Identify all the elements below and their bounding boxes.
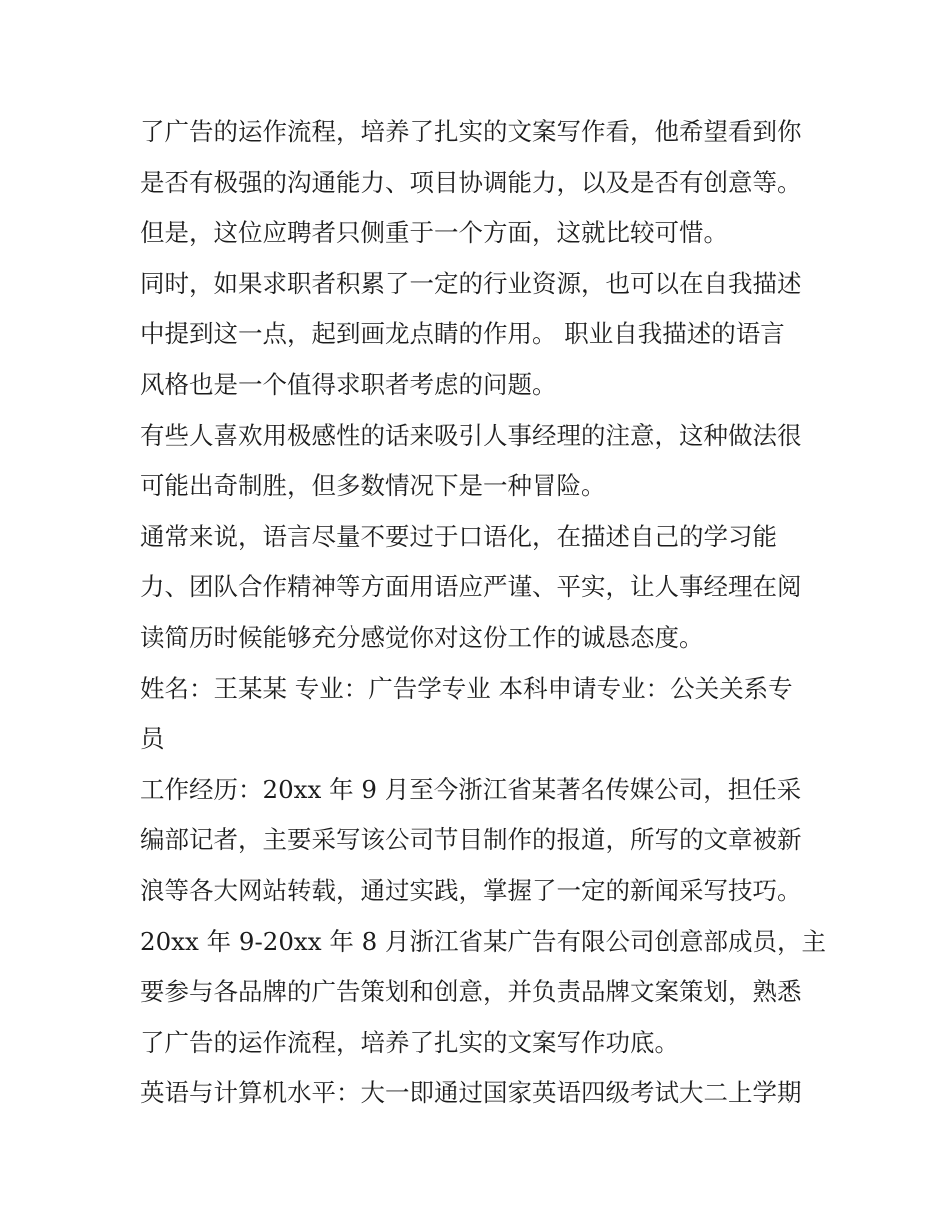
text-line: 姓名：王某某 专业：广告学专业 本科申请专业：公关关系专 bbox=[140, 673, 793, 703]
text-line: 了广告的运作流程，培养了扎实的文案写作功底。 bbox=[140, 1027, 679, 1057]
text-line: 但是，这位应聘者只侧重于一个方面，这就比较可惜。 bbox=[140, 218, 728, 248]
text-line: 工作经历：20xx 年 9 月至今浙江省某著名传媒公司，担任采 bbox=[140, 774, 802, 804]
text-line: 风格也是一个值得求职者考虑的问题。 bbox=[140, 369, 557, 399]
text-line: 通常来说，语言尽量不要过于口语化，在描述自己的学习能 bbox=[140, 521, 777, 551]
text-line: 有些人喜欢用极感性的话来吸引人事经理的注意，这种做法很 bbox=[140, 420, 802, 450]
text-line: 浪等各大网站转载，通过实践，掌握了一定的新闻采写技巧。 bbox=[140, 875, 802, 905]
text-line: 可能出奇制胜，但多数情况下是一种冒险。 bbox=[140, 471, 606, 501]
text-line: 编部记者，主要采写该公司节目制作的报道，所写的文章被新 bbox=[140, 825, 802, 855]
text-line: 了广告的运作流程，培养了扎实的文案写作看，他希望看到你 bbox=[140, 117, 802, 146]
text-line: 英语与计算机水平：大一即通过国家英语四级考试大二上学期 bbox=[140, 1078, 802, 1108]
document-body bbox=[140, 107, 827, 1119]
text-line: 同时，如果求职者积累了一定的行业资源，也可以在自我描述 bbox=[140, 268, 802, 298]
text-line: 是否有极强的沟通能力、项目协调能力，以及是否有创意等。 bbox=[140, 167, 802, 197]
text-line: 20xx 年 9-20xx 年 8 月浙江省某广告有限公司创意部成员，主 bbox=[140, 926, 827, 956]
text-line: 力、团队合作精神等方面用语应严谨、平实，让人事经理在阅 bbox=[140, 572, 802, 602]
text-line: 员 bbox=[140, 724, 165, 754]
text-line: 中提到这一点，起到画龙点睛的作用。 职业自我描述的语言 bbox=[140, 319, 785, 349]
text-line: 读简历时候能够充分感觉你对这份工作的诚恳态度。 bbox=[140, 622, 704, 652]
text-line: 要参与各品牌的广告策划和创意，并负责品牌文案策划，熟悉 bbox=[140, 977, 802, 1007]
